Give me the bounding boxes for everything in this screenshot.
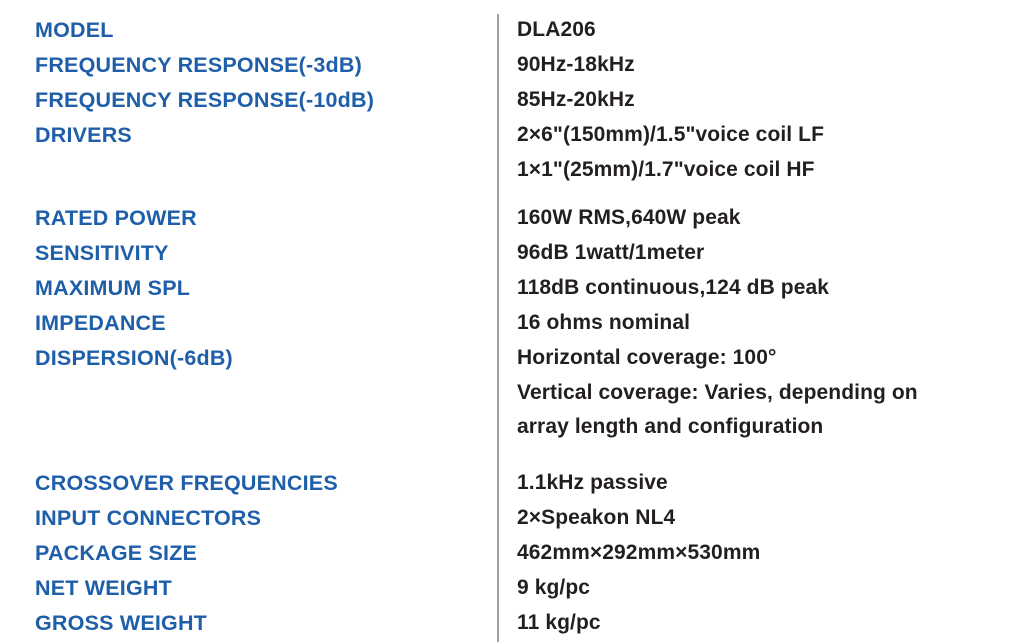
- specification-table: [0, 14, 1018, 642]
- spec-label: CROSSOVER FREQUENCIES: [35, 471, 338, 495]
- spec-value: 2×6"(150mm)/1.5"voice coil LF: [517, 123, 825, 146]
- spec-label: DRIVERS: [35, 123, 132, 147]
- spec-value: 462mm×292mm×530mm: [517, 541, 761, 564]
- spec-label: IMPEDANCE: [35, 311, 166, 335]
- spec-value-cell: [498, 119, 1018, 154]
- spec-row: [0, 119, 1018, 154]
- spec-value-cell: [498, 154, 1018, 188]
- spec-row: [0, 272, 1018, 307]
- spec-label: DISPERSION(-6dB): [35, 346, 233, 370]
- spec-label-cell: [0, 377, 498, 411]
- spec-value-cell: [498, 237, 1018, 272]
- spec-label: SENSITIVITY: [35, 241, 169, 265]
- spec-row: [0, 537, 1018, 572]
- spec-value: 2×Speakon NL4: [517, 506, 676, 529]
- spec-label: FREQUENCY RESPONSE(-10dB): [35, 88, 375, 112]
- spec-value-cell: [498, 188, 1018, 202]
- spec-label-cell: [0, 119, 498, 154]
- spec-value: Horizontal coverage: 100°: [517, 346, 777, 369]
- spec-label-cell: [0, 607, 498, 642]
- spec-label-cell: [0, 49, 498, 84]
- spec-label: MAXIMUM SPL: [35, 276, 191, 300]
- spec-label-cell: [0, 14, 498, 49]
- spec-value-cell: [498, 445, 1018, 467]
- spec-label-cell: [0, 572, 498, 607]
- spec-label-cell: [0, 272, 498, 307]
- spec-row: [0, 572, 1018, 607]
- spec-value: 1×1"(25mm)/1.7"voice coil HF: [517, 158, 815, 181]
- spec-value: 160W RMS,640W peak: [517, 206, 741, 229]
- spec-label: GROSS WEIGHT: [35, 611, 208, 635]
- spec-row: [0, 49, 1018, 84]
- spec-value: 96dB 1watt/1meter: [517, 241, 705, 264]
- spec-row: [0, 237, 1018, 272]
- spec-value-cell: [498, 502, 1018, 537]
- spec-row: [0, 377, 1018, 411]
- spec-value-cell: [498, 572, 1018, 607]
- spec-label: FREQUENCY RESPONSE(-3dB): [35, 53, 362, 77]
- spec-row: [0, 411, 1018, 445]
- spec-value-cell: [498, 272, 1018, 307]
- spec-value: 11 kg/pc: [517, 611, 601, 634]
- spec-label: INPUT CONNECTORS: [35, 506, 262, 530]
- spec-value: Vertical coverage: Varies, depending on: [517, 381, 918, 404]
- spec-value: 90Hz-18kHz: [517, 53, 635, 76]
- spec-value-cell: [498, 537, 1018, 572]
- spec-label-cell: [0, 502, 498, 537]
- spec-label: MODEL: [35, 18, 114, 42]
- spec-value-cell: [498, 377, 1018, 411]
- spec-row: [0, 202, 1018, 237]
- spec-label-cell: [0, 154, 498, 188]
- spec-row: [0, 307, 1018, 342]
- spec-value-cell: [498, 411, 1018, 445]
- spec-value-cell: [498, 342, 1018, 377]
- spec-row: [0, 154, 1018, 188]
- spec-label-cell: [0, 188, 498, 202]
- spec-label-cell: [0, 445, 498, 467]
- spec-row: [0, 342, 1018, 377]
- spec-label-cell: [0, 202, 498, 237]
- spec-row: [0, 14, 1018, 49]
- spec-value: array length and configuration: [517, 415, 824, 438]
- spec-label-cell: [0, 237, 498, 272]
- spec-label-cell: [0, 307, 498, 342]
- spec-value-cell: [498, 607, 1018, 642]
- spec-value: 85Hz-20kHz: [517, 88, 635, 111]
- spec-label: PACKAGE SIZE: [35, 541, 198, 565]
- spec-value: DLA206: [517, 18, 596, 41]
- spec-value-cell: [498, 49, 1018, 84]
- spec-label-cell: [0, 411, 498, 445]
- spec-row: [0, 502, 1018, 537]
- spec-spacer-row: [0, 445, 1018, 467]
- spec-value-cell: [498, 307, 1018, 342]
- spec-label: RATED POWER: [35, 206, 197, 230]
- spec-label-cell: [0, 342, 498, 377]
- spec-row: [0, 467, 1018, 502]
- spec-value-cell: [498, 202, 1018, 237]
- spec-value: 1.1kHz passive: [517, 471, 668, 494]
- spec-label-cell: [0, 84, 498, 119]
- spec-row: [0, 84, 1018, 119]
- spec-value-cell: [498, 467, 1018, 502]
- spec-spacer-row: [0, 188, 1018, 202]
- spec-value: 9 kg/pc: [517, 576, 591, 599]
- spec-label-cell: [0, 537, 498, 572]
- specification-table-body: [0, 14, 1018, 642]
- spec-row: [0, 607, 1018, 642]
- spec-value: 16 ohms nominal: [517, 311, 691, 334]
- spec-label-cell: [0, 467, 498, 502]
- spec-value-cell: [498, 14, 1018, 49]
- spec-label: NET WEIGHT: [35, 576, 172, 600]
- spec-value-cell: [498, 84, 1018, 119]
- spec-value: 118dB continuous,124 dB peak: [517, 276, 830, 299]
